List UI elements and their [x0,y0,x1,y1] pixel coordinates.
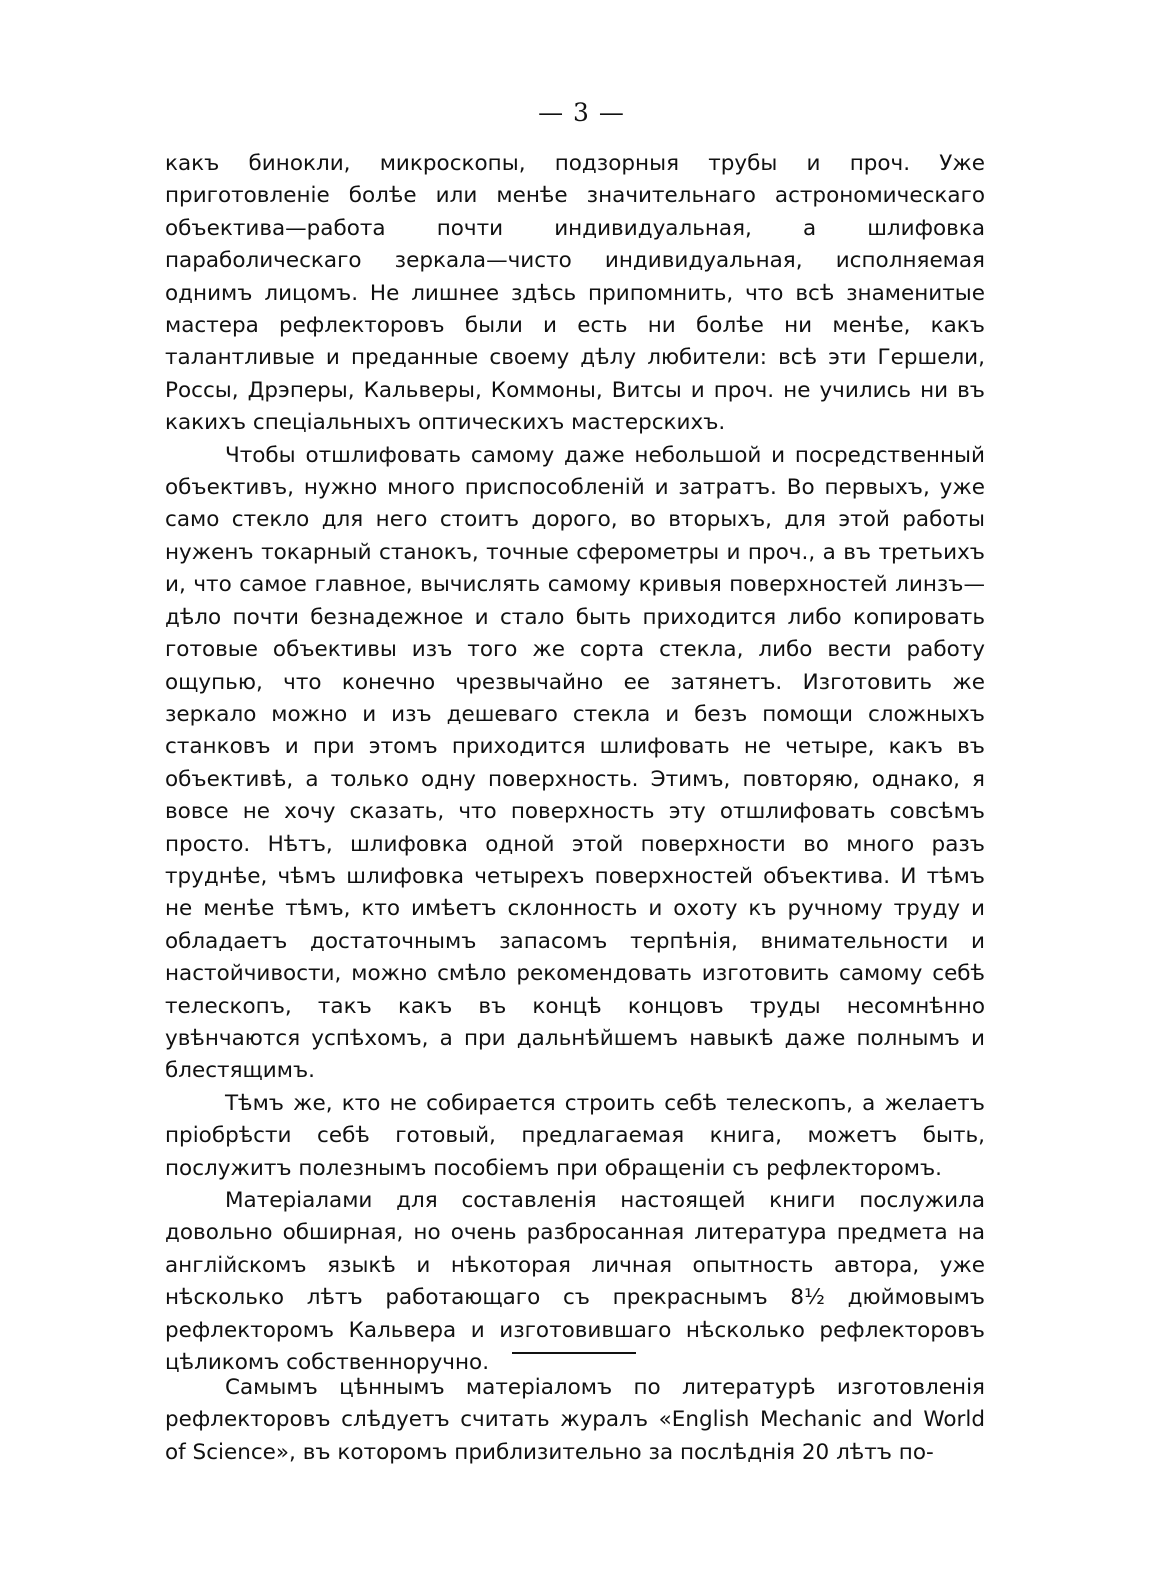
paragraph-sources: Матеріалами для составленія настоящей книги послужила довольно обширная, но очень разбросанная литература предмета на англійскомъ языкѣ и нѣкоторая личная опытность автора, уже нѣсколько лѣтъ работающаго съ прекраснымъ 8½ дюймовымъ рефлекторомъ Кальвера и изготовившаго нѣсколько рефлекторовъ цѣликомъ собственноручно. [165,1188,985,1376]
paragraph-continuation: какъ бинокли, микроскопы, подзорныя трубы и проч. Уже приготовленіе болѣе или менѣе значительнаго астрономическаго объектива—работа почти индивидуальная, а шлифовка параболическаго зеркала—чисто индивидуальная, исполняемая однимъ лицомъ. Не лишнее здѣсь припомнить, что всѣ знаменитые мастера рефлекторовъ были и есть ни болѣе ни менѣе, какъ талантливые и преданные своему дѣлу любители: всѣ эти Гершели, Россы, Дрэперы, Кальверы, Коммоны, Витсы и проч. не учились ни въ какихъ спеціальныхъ оптическихъ мастерскихъ. [165,151,985,436]
paragraph-buyers: Тѣмъ же, кто не собирается строить себѣ телескопъ, а желаетъ пріобрѣсти себѣ готовый, предлагаемая книга, можетъ быть, послужитъ полезнымъ пособіемъ при обращеніи съ рефлекторомъ. [165,1090,985,1181]
main-text [165,148,985,1379]
section-divider [512,1352,636,1354]
paragraph-literature: Самымъ цѣннымъ матеріаломъ по литературѣ изготовленія рефлекторовъ слѣдуетъ считать журалъ «English Mechanic and World of Science», въ которомъ приблизительно за послѣднія 20 лѣтъ по- [165,1375,985,1465]
after-divider-text [165,1372,985,1469]
paragraph-objective-vs-mirror: Чтобы отшлифовать самому даже небольшой и посредственный объективъ, нужно много приспособленій и затратъ. Во первыхъ, уже само стекло для него стоитъ дорого, во вторыхъ, для этой работы нуженъ токарный станокъ, точные сферометры и проч., а въ третьихъ и, что самое главное, вычислять самому кривыя поверхностей линзъ—дѣло почти безнадежное и стало быть приходится либо копировать готовые объективы изъ того же сорта стекла, либо вести работу ощупью, что конечно чрезвычайно ее затянетъ. Изготовить же зеркало можно и изъ дешеваго стекла и безъ помощи сложныхъ станковъ и при этомъ приходится шлифовать не четыре, какъ въ объективѣ, а только одну поверхность. Этимъ, повторяю, однако, я вовсе не хочу сказать, что поверхность эту отшлифовать совсѣмъ просто. Нѣтъ, шлифовка одной этой поверхности во много разъ труднѣе, чѣмъ шлифовка четырехъ поверхностей объектива. И тѣмъ не менѣе тѣмъ, кто имѣетъ склонность и охоту къ ручному труду и обладаетъ достаточнымъ запасомъ терпѣнія, внимательности и настойчивости, можно смѣло рекомендовать изготовить самому себѣ телескопъ, такъ какъ въ концѣ концовъ труды несомнѣнно увѣнчаются успѣхомъ, а при дальнѣйшемъ навыкѣ даже полнымъ и блестящимъ. [165,442,985,1084]
page-number: — 3 — [538,98,625,127]
